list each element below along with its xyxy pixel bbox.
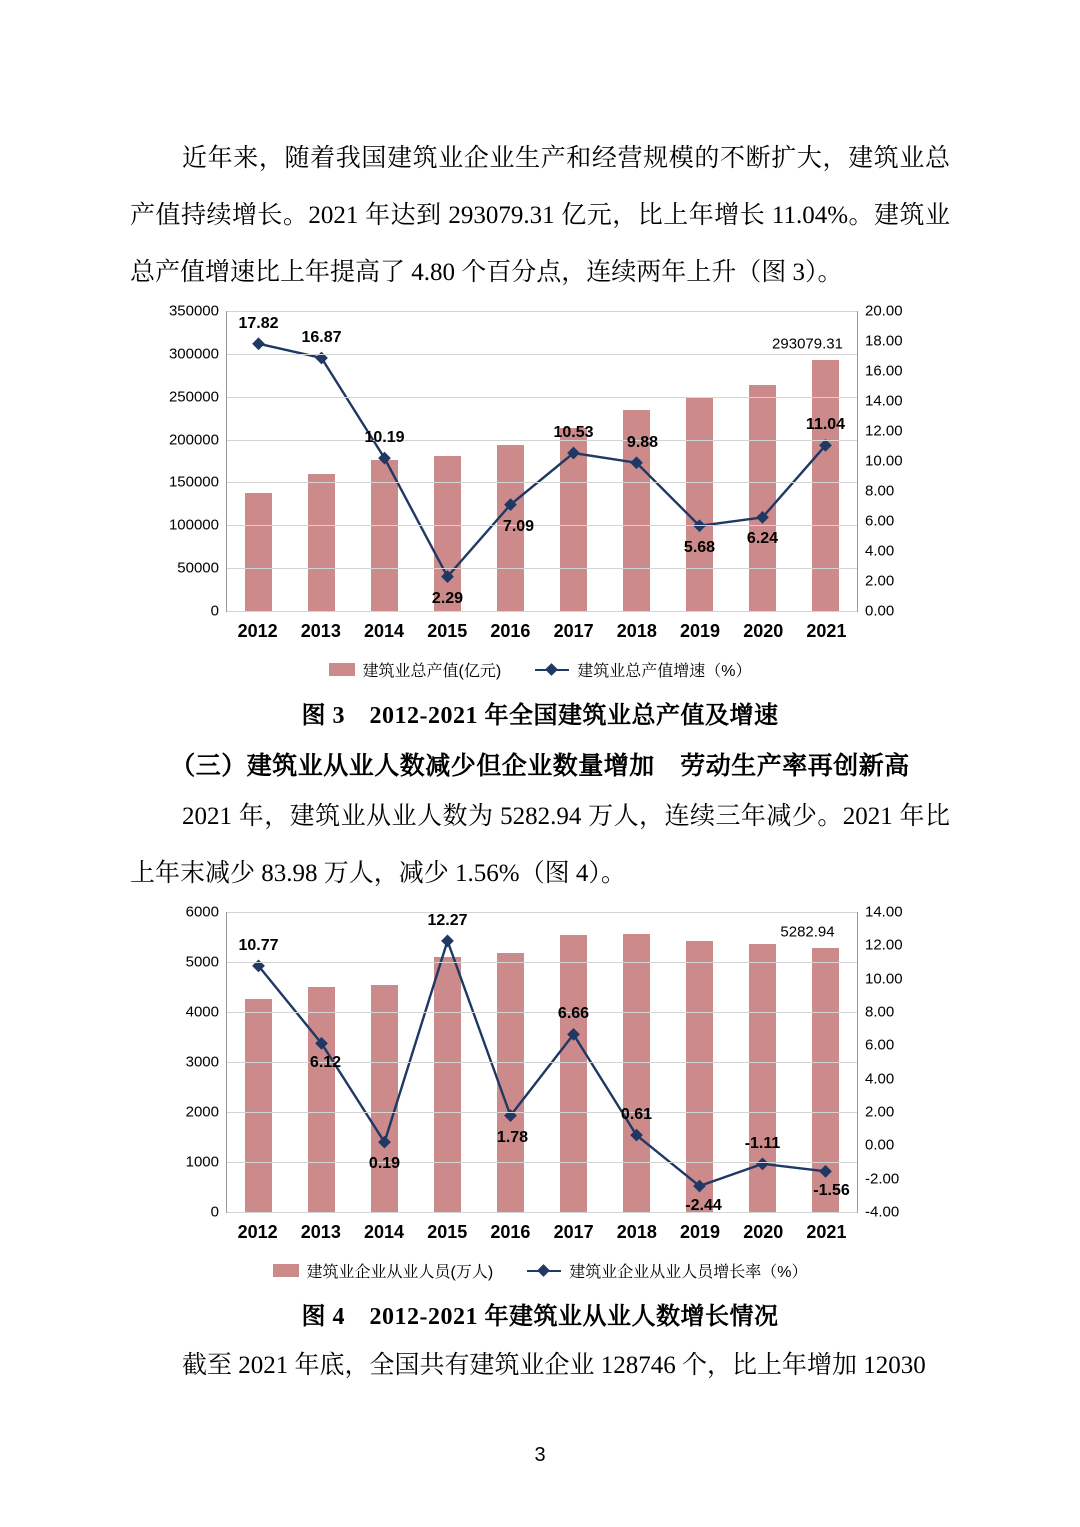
- data-point-label: 5.68: [683, 538, 716, 556]
- data-point-label: -1.11: [744, 1134, 781, 1152]
- x-axis-label: 2018: [616, 1222, 657, 1242]
- gridline: [227, 568, 857, 569]
- y-axis-tick-left: 0: [210, 602, 219, 620]
- legend-label-line: 建筑业总产值增速（%）: [577, 663, 752, 680]
- y-axis-tick-left: 4000: [185, 1003, 219, 1021]
- y-axis-tick-right: 12.00: [865, 422, 903, 440]
- data-point-label: 10.77: [238, 936, 279, 954]
- data-point-label: 17.82: [238, 314, 279, 332]
- y-axis-tick-left: 3000: [185, 1053, 219, 1071]
- y-axis-tick-left: 200000: [168, 431, 219, 449]
- paragraph-3: 截至 2021 年底，全国共有建筑业企业 128746 个，比上年增加 12030: [182, 1352, 926, 1379]
- x-axis-label: 2016: [490, 621, 531, 641]
- x-axis-label: 2019: [680, 1222, 721, 1242]
- data-point-label: 6.66: [557, 1005, 590, 1023]
- data-point-label: 11.04: [805, 416, 846, 434]
- y-axis-tick-right: 14.00: [865, 903, 903, 921]
- x-axis-label: 2014: [363, 1222, 405, 1242]
- x-axis-label: 2020: [743, 621, 784, 641]
- paragraph-2: 2021 年，建筑业从业人数为 5282.94 万人，连续三年减少。2021 年比上年末减少 83.98 万人，减少 1.56%（图 4）。: [130, 803, 950, 887]
- figure3-x-axis-labels: [226, 612, 858, 642]
- gridline: [227, 1162, 857, 1163]
- x-axis-label: 2012: [237, 621, 278, 641]
- x-axis-label: 2017: [553, 1222, 594, 1242]
- x-axis-label: 2013: [300, 621, 341, 641]
- data-point-label: 2.29: [431, 589, 464, 607]
- gridline: [227, 611, 857, 612]
- figure4-x-axis-labels: [226, 1213, 858, 1243]
- data-point-label: 10.53: [553, 424, 594, 442]
- y-axis-tick-right: 20.00: [865, 302, 903, 320]
- gridline: [227, 440, 857, 441]
- gridline: [227, 354, 857, 355]
- legend-item-line: [527, 1259, 807, 1282]
- x-axis-label: 2014: [363, 621, 405, 641]
- y-axis-tick-left: 50000: [177, 559, 219, 577]
- y-axis-tick-right: 14.00: [865, 392, 903, 410]
- gridline: [227, 1112, 857, 1113]
- x-axis-label: 2021: [806, 1222, 847, 1242]
- legend-item-bar: [329, 658, 502, 681]
- figure4-caption: 图 4 2012-2021 年建筑业从业人数增长情况: [301, 1304, 779, 1330]
- paragraph-1: 近年来，随着我国建筑业企业生产和经营规模的不断扩大，建筑业总产值持续增长。2021 年达到 293079.31 亿元，比上年增长 11.04%。建筑业总产值增速比上年提高了 4.80 个百分点，连续两年上升（图 3）。: [130, 145, 950, 286]
- data-point-label: 12.27: [427, 911, 468, 929]
- figure3-plot-area: [168, 302, 903, 620]
- gridline: [227, 397, 857, 398]
- y-axis-tick-right: 0.00: [865, 602, 895, 620]
- bar-value-annotation: 5282.94: [780, 923, 835, 941]
- x-axis-label: 2013: [300, 1222, 341, 1242]
- x-axis-label: 2020: [743, 1222, 784, 1242]
- y-axis-tick-right: 6.00: [865, 512, 895, 530]
- data-point-label: 6.12: [309, 1054, 342, 1072]
- gridline: [227, 482, 857, 483]
- gridline: [227, 311, 857, 312]
- figure3-legend: [160, 658, 920, 681]
- bar-value-annotation: 293079.31: [772, 335, 843, 353]
- data-point-label: -2.44: [685, 1197, 722, 1214]
- y-axis-tick-right: 6.00: [865, 1036, 895, 1054]
- figure3-caption: 图 3 2012-2021 年全国建筑业总产值及增速: [301, 703, 779, 729]
- x-axis-label: 2016: [490, 1222, 531, 1242]
- line-marker-icon: [535, 663, 569, 677]
- legend-label-bar: 建筑业企业从业人员(万人): [306, 1264, 494, 1281]
- y-axis-tick-right: 8.00: [865, 482, 895, 500]
- figure4-chart: [160, 903, 920, 1282]
- line-marker-icon: [527, 1264, 561, 1278]
- figure3-chart: [160, 302, 920, 681]
- y-axis-tick-right: -2.00: [865, 1170, 900, 1188]
- gridline: [227, 912, 857, 913]
- data-point-label: 6.24: [746, 530, 779, 548]
- y-axis-tick-right: 4.00: [865, 1070, 895, 1088]
- x-axis-label: 2015: [427, 621, 468, 641]
- y-axis-tick-left: 300000: [168, 345, 219, 363]
- x-axis-label: 2012: [237, 1222, 278, 1242]
- data-point-label: 0.19: [368, 1155, 401, 1173]
- y-axis-tick-right: 2.00: [865, 572, 895, 590]
- gridline: [227, 1212, 857, 1213]
- y-axis-tick-left: 0: [210, 1203, 219, 1221]
- data-point-label: 10.19: [364, 429, 405, 447]
- y-axis-tick-left: 2000: [185, 1103, 219, 1121]
- data-point-label: -1.56: [813, 1182, 850, 1200]
- x-axis-label: 2018: [616, 621, 657, 641]
- x-axis-label: 2019: [680, 621, 721, 641]
- y-axis-tick-right: -4.00: [865, 1203, 900, 1221]
- y-axis-tick-right: 18.00: [865, 332, 903, 350]
- y-axis-tick-left: 250000: [168, 388, 219, 406]
- x-axis-label: 2017: [553, 621, 594, 641]
- gridline: [227, 962, 857, 963]
- y-axis-tick-left: 6000: [185, 903, 219, 921]
- y-axis-tick-left: 350000: [168, 302, 219, 320]
- data-point-label: 7.09: [502, 517, 535, 535]
- y-axis-tick-left: 5000: [185, 953, 219, 971]
- legend-item-bar: [273, 1259, 494, 1282]
- y-axis-tick-right: 12.00: [865, 936, 903, 954]
- x-axis-label: 2015: [427, 1222, 468, 1242]
- legend-item-line: [535, 658, 751, 681]
- section-heading: （三）建筑业从业人数减少但企业数量增加 劳动生产率再创新高: [170, 753, 910, 780]
- data-point-label: 9.88: [626, 433, 659, 451]
- figure4-legend: [160, 1259, 920, 1282]
- y-axis-tick-right: 10.00: [865, 970, 903, 988]
- y-axis-tick-left: 1000: [185, 1153, 219, 1171]
- y-axis-tick-right: 10.00: [865, 452, 903, 470]
- y-axis-tick-left: 150000: [168, 473, 219, 491]
- x-axis-label: 2021: [806, 621, 847, 641]
- data-point-label: 1.78: [496, 1128, 529, 1146]
- figure3-line-series: [227, 311, 857, 611]
- y-axis-tick-right: 16.00: [865, 362, 903, 380]
- figure4-plot-area: [185, 903, 903, 1221]
- y-axis-tick-right: 2.00: [865, 1103, 895, 1121]
- page-number: 3: [534, 1444, 546, 1466]
- bar-swatch-icon: [273, 1264, 299, 1277]
- y-axis-tick-left: 100000: [168, 516, 219, 534]
- gridline: [227, 525, 857, 526]
- legend-label-line: 建筑业企业从业人员增长率（%）: [569, 1264, 808, 1281]
- gridline: [227, 1012, 857, 1013]
- y-axis-tick-right: 0.00: [865, 1136, 895, 1154]
- data-point-label: 0.61: [620, 1106, 653, 1124]
- bar-swatch-icon: [329, 663, 355, 676]
- y-axis-tick-right: 8.00: [865, 1003, 895, 1021]
- y-axis-tick-right: 4.00: [865, 542, 895, 560]
- data-point-label: 16.87: [301, 328, 342, 346]
- legend-label-bar: 建筑业总产值(亿元): [362, 663, 502, 680]
